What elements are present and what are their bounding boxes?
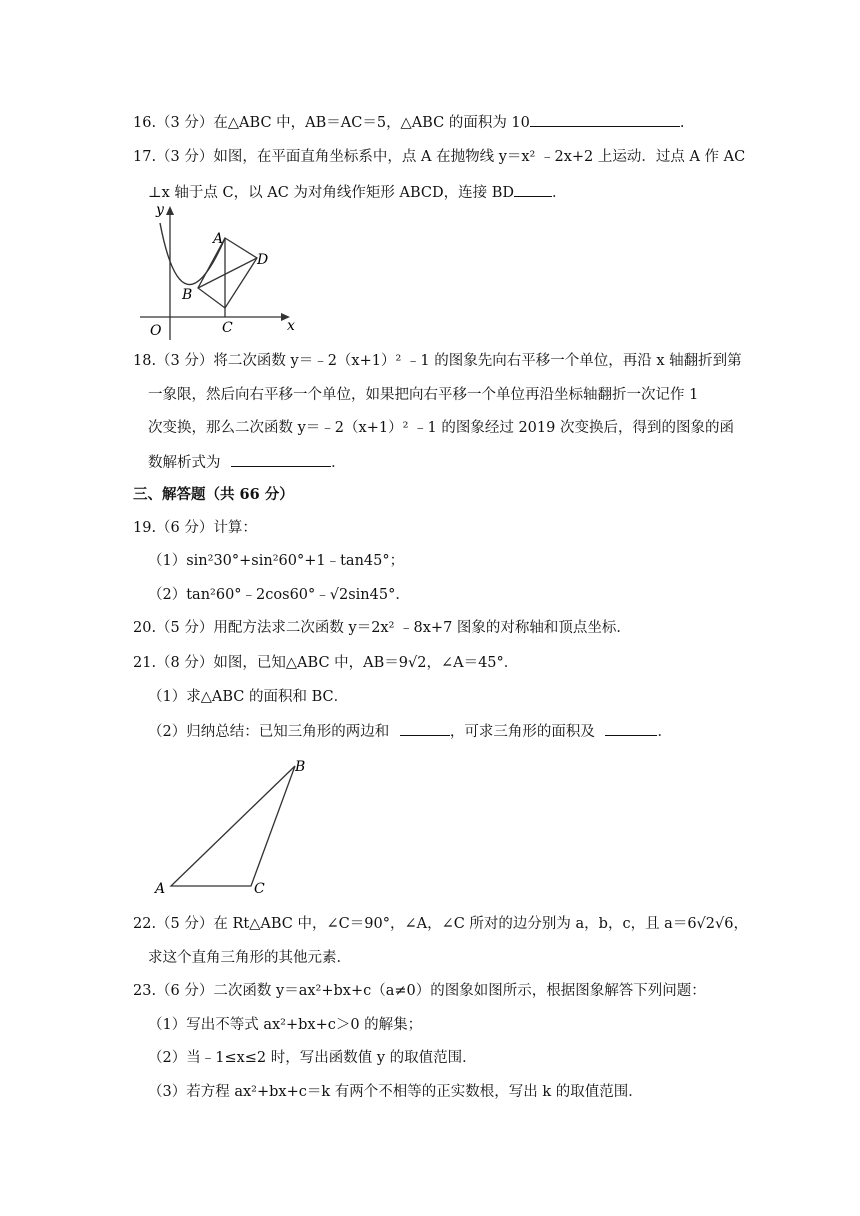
question-18-line-4 bbox=[148, 452, 346, 473]
q17-label-x: x bbox=[287, 318, 295, 334]
q17-text: ⊥x 轴于点 C，以 AC 为对角线作矩形 ABCD，连接 BD bbox=[148, 185, 515, 201]
question-21-part-2 bbox=[148, 721, 672, 742]
question-23-line-1: 23.（6 分）二次函数 y＝ax²+bx+c（a≠0）的图象如图所示，根据图象解答下列问题： bbox=[133, 983, 706, 999]
question-18-line-1: 18.（3 分）将二次函数 y＝﹣2（x+1）² ﹣1 的图象先向右平移一个单位，再沿 x 轴翻折到第 bbox=[133, 353, 742, 369]
q17-label-o: O bbox=[150, 323, 162, 339]
question-21-line-1: 21.（8 分）如图，已知△ABC 中，AB＝9√2，∠A＝45°． bbox=[133, 655, 519, 671]
question-20-line-1: 20.（5 分）用配方法求二次函数 y＝2x² ﹣8x+7 图象的对称轴和顶点坐标． bbox=[133, 620, 631, 636]
q18-end: ． bbox=[331, 455, 346, 471]
q17-label-d: D bbox=[257, 252, 269, 268]
q21-triangle-abc bbox=[171, 766, 295, 886]
q21-text-b: ，可求三角形的面积及 bbox=[449, 724, 595, 740]
q16-text: 16.（3 分）在△ABC 中，AB＝AC＝5，△ABC 的面积为 10 bbox=[133, 115, 530, 131]
question-18-line-2: 一象限，然后向右平移一个单位，如果把向右平移一个单位再沿坐标轴翻折一次记作 1 bbox=[148, 387, 699, 403]
question-18-line-3: 次变换，那么二次函数 y＝﹣2（x+1）² ﹣1 的图象经过 2019 次变换后，得到的图象的函 bbox=[148, 420, 734, 436]
question-23-part-3: （3）若方程 ax²+bx+c＝k 有两个不相等的正实数根，写出 k 的取值范围． bbox=[148, 1084, 643, 1100]
q21-text-c: ． bbox=[657, 724, 672, 740]
question-19-part-1: （1）sin²30°+sin²60°+1﹣tan45°； bbox=[148, 553, 405, 569]
q21-answer-blank-2[interactable] bbox=[605, 721, 657, 736]
question-19-line-1: 19.（6 分）计算： bbox=[133, 520, 257, 536]
q17-label-a: A bbox=[213, 231, 224, 247]
q17-y-arrow bbox=[166, 206, 174, 215]
q17-figure bbox=[140, 198, 300, 343]
q16-answer-blank[interactable] bbox=[530, 112, 680, 127]
question-21-part-1: （1）求△ABC 的面积和 BC． bbox=[148, 689, 349, 705]
question-23-part-2: （2）当﹣1≤x≤2 时，写出函数值 y 的取值范围． bbox=[148, 1050, 477, 1066]
q21-text-a: （2）归纳总结：已知三角形的两边和 bbox=[148, 724, 390, 740]
q21-label-a: A bbox=[155, 881, 166, 895]
q21-label-c: C bbox=[254, 881, 265, 895]
question-22-line-2: 求这个直角三角形的其他元素． bbox=[148, 950, 351, 966]
question-19-part-2: （2）tan²60°﹣2cos60°﹣√2sin45°． bbox=[148, 587, 410, 603]
q18-text: 数解析式为 bbox=[148, 455, 221, 471]
q17-label-c: C bbox=[222, 320, 233, 336]
q21-label-b: B bbox=[295, 759, 306, 775]
q17-end: ． bbox=[552, 185, 567, 201]
q17-label-b: B bbox=[182, 287, 193, 303]
q18-answer-blank[interactable] bbox=[231, 452, 331, 467]
question-22-line-1: 22.（5 分）在 Rt△ABC 中，∠C＝90°，∠A，∠C 所对的边分别为 a，b，c，且 a＝6√2√6， bbox=[133, 916, 748, 932]
question-16 bbox=[133, 112, 684, 133]
q17-answer-blank[interactable] bbox=[514, 182, 552, 197]
q21-answer-blank-1[interactable] bbox=[400, 721, 450, 736]
section-3-title: 三、解答题（共 66 分） bbox=[133, 486, 294, 503]
q21-figure bbox=[150, 755, 320, 895]
q17-label-y: y bbox=[156, 202, 164, 218]
q16-end: . bbox=[679, 115, 685, 131]
question-17-line-1: 17.（3 分）如图，在平面直角坐标系中，点 A 在抛物线 y＝x² ﹣2x+2 上运动．过点 A 作 AC bbox=[133, 149, 746, 165]
question-23-part-1: （1）写出不等式 ax²+bx+c＞0 的解集； bbox=[148, 1017, 423, 1033]
